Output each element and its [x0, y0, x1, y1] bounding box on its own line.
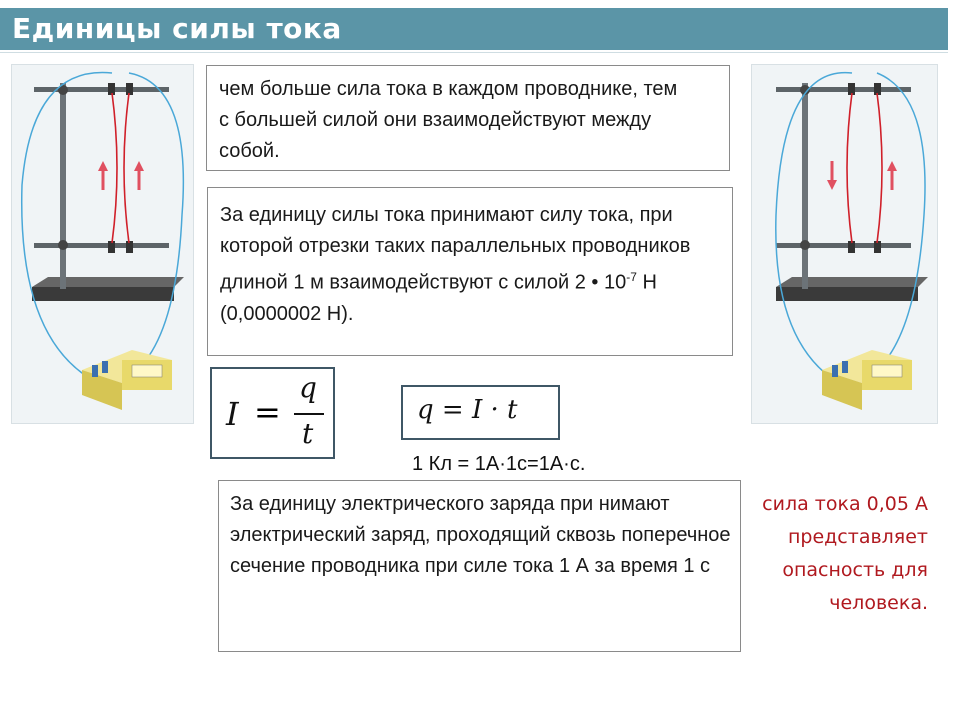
ampere-definition-text: [220, 200, 720, 330]
coulomb-definition-text: За единицу электрического заряда при нимают электрический заряд, проходящий сквозь поперечное сечение проводника при силе тока 1 А за время 1 с: [230, 493, 731, 577]
current-formula-box: [210, 367, 335, 459]
formula-numerator: q: [299, 371, 317, 404]
interaction-statement-text: чем больше сила тока в каждом проводнике, тем с большей силой они взаимодействуют между собой.: [219, 78, 678, 162]
safety-warning-text: сила тока 0,05 А представляет опасность для человека.: [762, 493, 928, 614]
ampere-definition-box: [207, 187, 733, 356]
formula-fraction-bar: [294, 413, 324, 415]
charge-formula-box: [401, 385, 560, 440]
stand-same-direction-image: [12, 65, 193, 423]
charge-formula-text: q = I · t: [417, 395, 518, 425]
ampere-definition-exponent: -7: [626, 270, 637, 284]
stand-opposite-direction-image: [752, 65, 937, 423]
right-experiment-illustration: [751, 64, 938, 424]
ampere-definition-end: Н (0,0000002 Н).: [220, 271, 657, 325]
ampere-definition-main: За единицу силы тока принимают силу тока, при которой отрезки таких параллельных проводников длиной 1 м взаимодействуют с силой 2 • 10: [220, 204, 691, 294]
left-experiment-illustration: [11, 64, 194, 424]
title-divider: [0, 52, 948, 53]
formula-denominator: t: [302, 417, 314, 450]
page-title: Единицы силы тока: [12, 12, 342, 45]
interaction-statement-box: [206, 65, 730, 171]
formula-equals-sign: =: [254, 393, 281, 431]
formula-current-symbol: I: [226, 395, 239, 433]
coulomb-definition-box: [218, 480, 741, 652]
title-bar: [0, 8, 948, 50]
coulomb-unit-relation: 1 Кл = 1А·1с=1А·с.: [412, 453, 586, 475]
